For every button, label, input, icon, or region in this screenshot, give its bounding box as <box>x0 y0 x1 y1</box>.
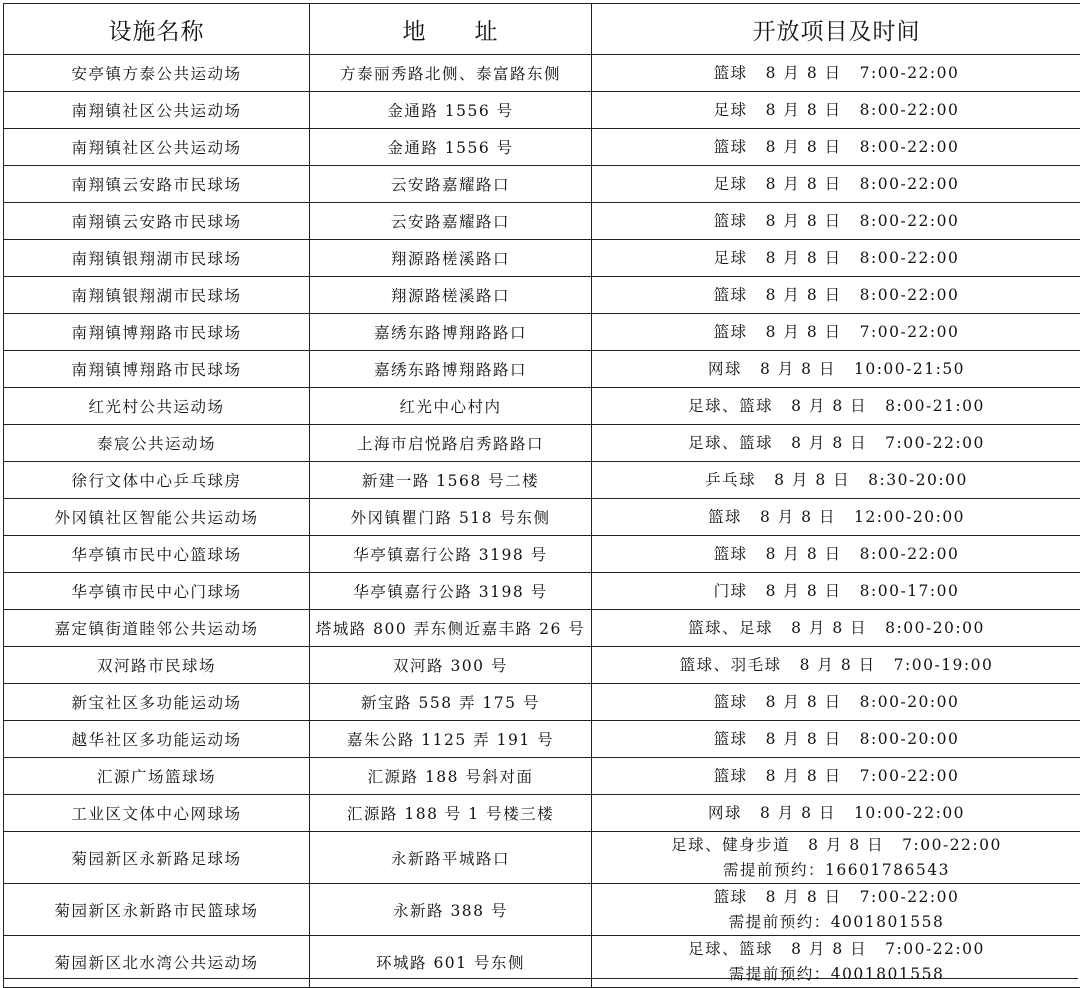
header-address: 地 址 <box>310 4 592 55</box>
schedule-line <box>592 833 1080 858</box>
schedule-line <box>592 690 1080 715</box>
table-row <box>4 462 1080 499</box>
schedule-cell <box>592 499 1080 536</box>
sport-type: 网球 <box>708 804 742 822</box>
facility-schedule-table <box>3 3 1080 988</box>
schedule-cell <box>592 388 1080 425</box>
open-date: 8 月 8 日 <box>766 101 842 119</box>
schedule-cell <box>592 647 1080 684</box>
table-row <box>4 795 1080 832</box>
sport-type: 足球、健身步道 <box>671 836 790 854</box>
open-hours: 7:00-22:00 <box>885 940 985 958</box>
facility-name-cell: 南翔镇银翔湖市民球场 <box>4 240 310 277</box>
open-hours: 10:00-21:50 <box>854 360 965 378</box>
schedule-cell <box>592 203 1080 240</box>
table-row <box>4 388 1080 425</box>
facility-name-cell: 菊园新区永新路市民篮球场 <box>4 884 310 936</box>
schedule-line <box>592 283 1080 308</box>
open-date: 8 月 8 日 <box>766 175 842 193</box>
facility-name-cell: 南翔镇银翔湖市民球场 <box>4 277 310 314</box>
table-row <box>4 936 1080 988</box>
schedule-cell <box>592 936 1080 988</box>
sport-type: 篮球 <box>714 286 748 304</box>
open-date: 8 月 8 日 <box>766 286 842 304</box>
address-cell: 环城路 601 号东侧 <box>310 936 592 988</box>
sport-type: 足球 <box>714 101 748 119</box>
schedule-cell <box>592 610 1080 647</box>
schedule-cell <box>592 758 1080 795</box>
schedule-line <box>592 468 1080 493</box>
address-cell: 永新路 388 号 <box>310 884 592 936</box>
facility-name-cell: 嘉定镇街道睦邻公共运动场 <box>4 610 310 647</box>
address-cell: 双河路 300 号 <box>310 647 592 684</box>
table-row <box>4 129 1080 166</box>
table-row <box>4 203 1080 240</box>
open-date: 8 月 8 日 <box>791 619 867 637</box>
address-cell: 新建一路 1568 号二楼 <box>310 462 592 499</box>
address-cell: 翔源路槎溪路口 <box>310 277 592 314</box>
sport-type: 足球、篮球 <box>688 397 773 415</box>
table-row <box>4 351 1080 388</box>
schedule-cell <box>592 684 1080 721</box>
open-date: 8 月 8 日 <box>766 693 842 711</box>
address-cell: 外冈镇瞿门路 518 号东侧 <box>310 499 592 536</box>
sport-type: 篮球 <box>714 730 748 748</box>
schedule-line <box>592 579 1080 604</box>
schedule-cell <box>592 884 1080 936</box>
schedule-line <box>592 542 1080 567</box>
address-cell: 华亭镇嘉行公路 3198 号 <box>310 573 592 610</box>
open-date: 8 月 8 日 <box>760 360 836 378</box>
address-cell: 上海市启悦路启秀路路口 <box>310 425 592 462</box>
table-row <box>4 92 1080 129</box>
open-date: 8 月 8 日 <box>766 767 842 785</box>
facility-name-cell: 华亭镇市民中心篮球场 <box>4 536 310 573</box>
open-date: 8 月 8 日 <box>791 397 867 415</box>
sport-type: 篮球 <box>714 888 748 906</box>
address-cell: 汇源路 188 号 1 号楼三楼 <box>310 795 592 832</box>
sport-type: 篮球、羽毛球 <box>680 656 782 674</box>
open-hours: 7:00-22:00 <box>902 836 1002 854</box>
schedule-cell <box>592 55 1080 92</box>
address-cell: 嘉朱公路 1125 弄 191 号 <box>310 721 592 758</box>
address-cell: 塔城路 800 弄东侧近嘉丰路 26 号 <box>310 610 592 647</box>
open-date: 8 月 8 日 <box>791 434 867 452</box>
schedule-line <box>592 616 1080 641</box>
reservation-note: 需提前预约：16601786543 <box>592 858 1080 883</box>
open-date: 8 月 8 日 <box>766 545 842 563</box>
facility-name-cell: 南翔镇云安路市民球场 <box>4 166 310 203</box>
open-hours: 8:00-20:00 <box>885 619 985 637</box>
facility-name-cell: 菊园新区北水湾公共运动场 <box>4 936 310 988</box>
facility-name-cell: 泰宸公共运动场 <box>4 425 310 462</box>
facility-name-cell: 徐行文体中心乒乓球房 <box>4 462 310 499</box>
schedule-cell <box>592 795 1080 832</box>
table-row <box>4 758 1080 795</box>
sport-type: 足球、篮球 <box>688 940 773 958</box>
address-cell: 云安路嘉耀路口 <box>310 166 592 203</box>
open-date: 8 月 8 日 <box>800 656 876 674</box>
address-cell: 嘉绣东路博翔路路口 <box>310 351 592 388</box>
open-hours: 8:00-22:00 <box>860 138 960 156</box>
facility-name-cell: 红光村公共运动场 <box>4 388 310 425</box>
reservation-note: 需提前预约：4001801558 <box>592 962 1080 987</box>
schedule-cell <box>592 92 1080 129</box>
schedule-cell <box>592 425 1080 462</box>
sport-type: 篮球、足球 <box>688 619 773 637</box>
schedule-cell <box>592 240 1080 277</box>
address-cell: 金通路 1556 号 <box>310 129 592 166</box>
address-cell: 永新路平城路口 <box>310 832 592 884</box>
open-hours: 8:00-22:00 <box>860 212 960 230</box>
address-cell: 翔源路槎溪路口 <box>310 240 592 277</box>
facility-name-cell: 南翔镇社区公共运动场 <box>4 92 310 129</box>
address-cell: 金通路 1556 号 <box>310 92 592 129</box>
schedule-cell <box>592 536 1080 573</box>
facility-name-cell: 华亭镇市民中心门球场 <box>4 573 310 610</box>
schedule-line <box>592 764 1080 789</box>
schedule-cell <box>592 573 1080 610</box>
facility-name-cell: 新宝社区多功能运动场 <box>4 684 310 721</box>
open-date: 8 月 8 日 <box>791 940 867 958</box>
schedule-line <box>592 394 1080 419</box>
schedule-line <box>592 172 1080 197</box>
schedule-line <box>592 246 1080 271</box>
table-row <box>4 314 1080 351</box>
table-row <box>4 610 1080 647</box>
open-date: 8 月 8 日 <box>766 888 842 906</box>
open-hours: 7:00-19:00 <box>894 656 994 674</box>
open-hours: 8:00-22:00 <box>860 175 960 193</box>
open-hours: 8:00-22:00 <box>860 101 960 119</box>
table-row <box>4 721 1080 758</box>
facility-name-cell: 工业区文体中心网球场 <box>4 795 310 832</box>
reservation-note: 需提前预约：4001801558 <box>592 910 1080 935</box>
open-hours: 7:00-22:00 <box>885 434 985 452</box>
facility-name-cell: 安亭镇方泰公共运动场 <box>4 55 310 92</box>
table-row <box>4 832 1080 884</box>
table-row <box>4 647 1080 684</box>
facility-name-cell: 南翔镇云安路市民球场 <box>4 203 310 240</box>
table-row <box>4 884 1080 936</box>
address-cell: 华亭镇嘉行公路 3198 号 <box>310 536 592 573</box>
open-date: 8 月 8 日 <box>760 804 836 822</box>
sport-type: 篮球 <box>714 64 748 82</box>
sport-type: 篮球 <box>708 508 742 526</box>
schedule-line <box>592 431 1080 456</box>
sport-type: 足球 <box>714 249 748 267</box>
open-hours: 8:00-20:00 <box>860 730 960 748</box>
open-hours: 8:30-20:00 <box>868 471 968 489</box>
open-hours: 8:00-22:00 <box>860 249 960 267</box>
sport-type: 篮球 <box>714 138 748 156</box>
table-row <box>4 166 1080 203</box>
schedule-line <box>592 653 1080 678</box>
table-row <box>4 277 1080 314</box>
table-row <box>4 536 1080 573</box>
open-date: 8 月 8 日 <box>808 836 884 854</box>
schedule-line <box>592 885 1080 910</box>
open-date: 8 月 8 日 <box>760 508 836 526</box>
table-row <box>4 55 1080 92</box>
open-hours: 7:00-22:00 <box>860 64 960 82</box>
schedule-line <box>592 320 1080 345</box>
address-cell: 新宝路 558 弄 175 号 <box>310 684 592 721</box>
address-cell: 云安路嘉耀路口 <box>310 203 592 240</box>
facility-name-cell: 汇源广场篮球场 <box>4 758 310 795</box>
table-row <box>4 425 1080 462</box>
open-hours: 10:00-22:00 <box>854 804 965 822</box>
schedule-line <box>592 135 1080 160</box>
header-row <box>4 4 1080 55</box>
sport-type: 网球 <box>708 360 742 378</box>
open-hours: 7:00-22:00 <box>860 888 960 906</box>
open-date: 8 月 8 日 <box>766 138 842 156</box>
open-date: 8 月 8 日 <box>766 730 842 748</box>
address-cell: 嘉绣东路博翔路路口 <box>310 314 592 351</box>
schedule-cell <box>592 832 1080 884</box>
open-date: 8 月 8 日 <box>766 249 842 267</box>
schedule-cell <box>592 721 1080 758</box>
schedule-line <box>592 61 1080 86</box>
open-hours: 8:00-21:00 <box>885 397 985 415</box>
table-body <box>4 55 1080 988</box>
open-date: 8 月 8 日 <box>766 582 842 600</box>
address-cell: 红光中心村内 <box>310 388 592 425</box>
schedule-cell <box>592 277 1080 314</box>
table-row <box>4 684 1080 721</box>
address-cell: 方泰丽秀路北侧、泰富路东侧 <box>310 55 592 92</box>
open-date: 8 月 8 日 <box>766 323 842 341</box>
schedule-line <box>592 209 1080 234</box>
address-cell: 汇源路 188 号斜对面 <box>310 758 592 795</box>
table-bottom-border <box>3 978 1078 979</box>
schedule-cell <box>592 462 1080 499</box>
sport-type: 足球、篮球 <box>688 434 773 452</box>
schedule-cell <box>592 314 1080 351</box>
schedule-line <box>592 357 1080 382</box>
schedule-line <box>592 505 1080 530</box>
table-row <box>4 240 1080 277</box>
schedule-line <box>592 801 1080 826</box>
open-date: 8 月 8 日 <box>774 471 850 489</box>
open-hours: 8:00-17:00 <box>860 582 960 600</box>
open-date: 8 月 8 日 <box>766 64 842 82</box>
sport-type: 乒乓球 <box>705 471 756 489</box>
sport-type: 篮球 <box>714 323 748 341</box>
sport-type: 篮球 <box>714 212 748 230</box>
schedule-line <box>592 98 1080 123</box>
header-facility-name: 设施名称 <box>4 4 310 55</box>
schedule-cell <box>592 166 1080 203</box>
table-row <box>4 573 1080 610</box>
schedule-line <box>592 937 1080 962</box>
schedule-line <box>592 727 1080 752</box>
schedule-cell <box>592 351 1080 388</box>
open-date: 8 月 8 日 <box>766 212 842 230</box>
facility-name-cell: 外冈镇社区智能公共运动场 <box>4 499 310 536</box>
facility-name-cell: 菊园新区永新路足球场 <box>4 832 310 884</box>
sport-type: 足球 <box>714 175 748 193</box>
sport-type: 篮球 <box>714 693 748 711</box>
header-schedule: 开放项目及时间 <box>592 4 1080 55</box>
sport-type: 篮球 <box>714 767 748 785</box>
sport-type: 篮球 <box>714 545 748 563</box>
facility-name-cell: 南翔镇博翔路市民球场 <box>4 351 310 388</box>
facility-name-cell: 双河路市民球场 <box>4 647 310 684</box>
open-hours: 8:00-22:00 <box>860 545 960 563</box>
facility-name-cell: 南翔镇社区公共运动场 <box>4 129 310 166</box>
open-hours: 12:00-20:00 <box>854 508 965 526</box>
facility-name-cell: 越华社区多功能运动场 <box>4 721 310 758</box>
sport-type: 门球 <box>714 582 748 600</box>
table-row <box>4 499 1080 536</box>
open-hours: 7:00-22:00 <box>860 323 960 341</box>
open-hours: 8:00-20:00 <box>860 693 960 711</box>
facility-name-cell: 南翔镇博翔路市民球场 <box>4 314 310 351</box>
schedule-cell <box>592 129 1080 166</box>
open-hours: 8:00-22:00 <box>860 286 960 304</box>
open-hours: 7:00-22:00 <box>860 767 960 785</box>
